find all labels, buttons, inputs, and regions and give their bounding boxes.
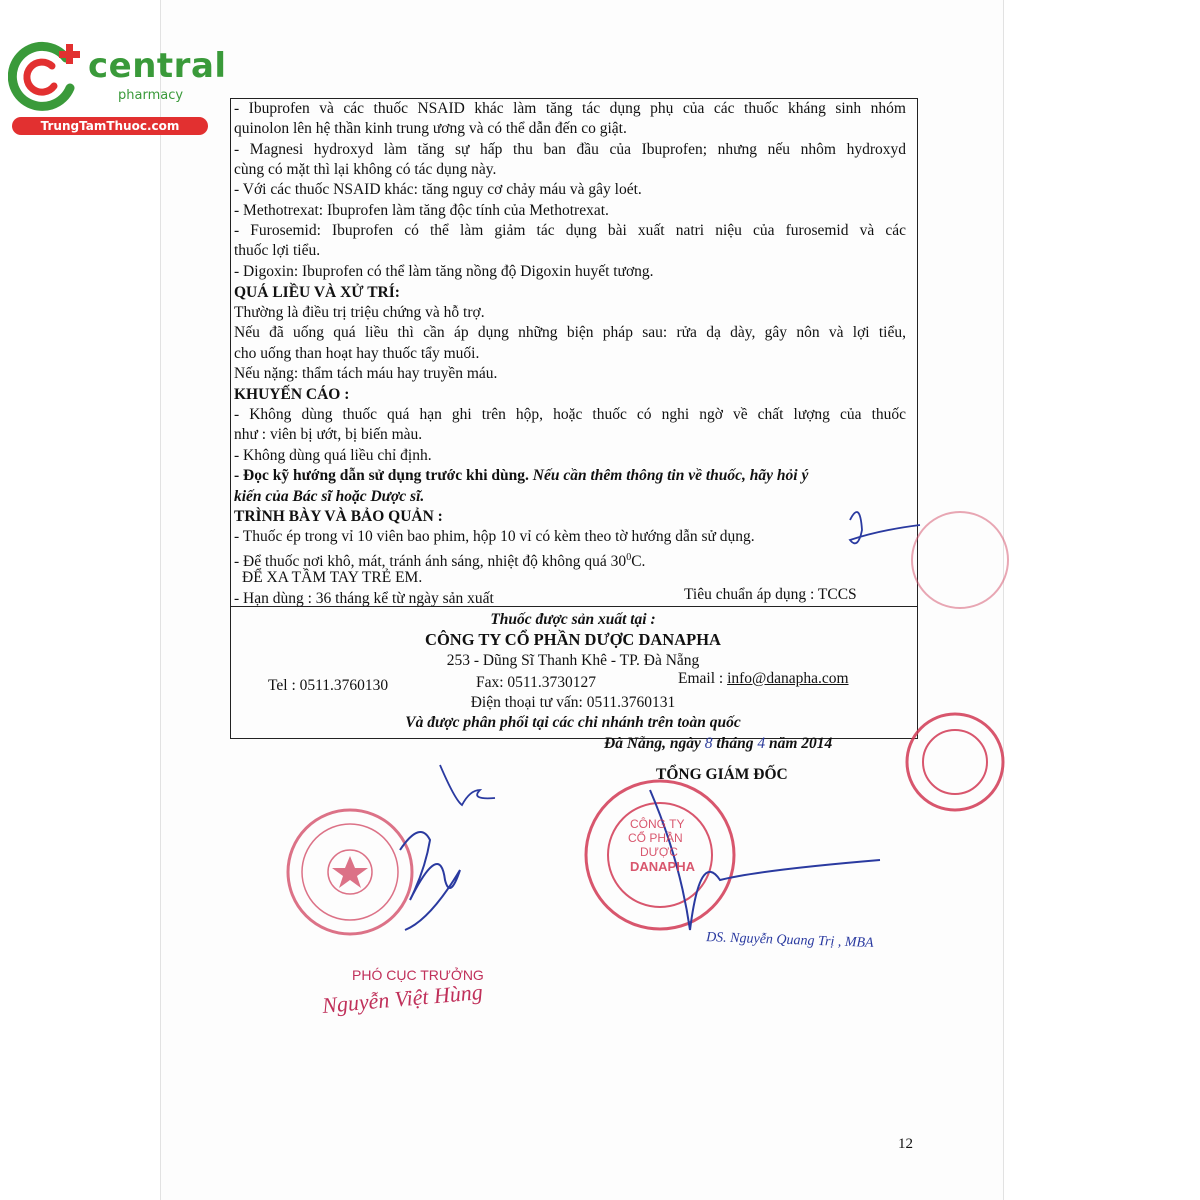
stamp-company-2: CỔ PHẦN bbox=[628, 831, 683, 845]
date-post: năm 2014 bbox=[765, 735, 833, 752]
warning-line: như : viên bị ướt, bị biến màu. bbox=[234, 426, 423, 443]
interaction-line: - Methotrexat: Ibuprofen làm tăng độc tính của Methotrexat. bbox=[234, 202, 609, 219]
standard-applied: Tiêu chuẩn áp dụng : TCCS bbox=[684, 586, 857, 603]
maker-company: CÔNG TY CỔ PHẦN DƯỢC DANAPHA bbox=[425, 630, 721, 649]
interaction-line: - Với các thuốc NSAID khác: tăng nguy cơ chảy máu và gây loét. bbox=[234, 181, 642, 198]
email-link[interactable]: info@danapha.com bbox=[727, 670, 849, 687]
storage-line: - Thuốc ép trong vỉ 10 viên bao phim, hộp 10 vỉ có kèm theo tờ hướng dẫn sử dụng. bbox=[234, 528, 755, 545]
initial-signature-mid bbox=[440, 765, 495, 805]
warning-italic-line: kiến của Bác sĩ hoặc Dược sĩ. bbox=[234, 488, 425, 505]
initial-signature-top bbox=[850, 512, 920, 543]
maker-distribution: Và được phân phối tại các chi nhánh trên toàn quốc bbox=[405, 714, 741, 731]
maker-fax: Fax: 0511.3730127 bbox=[476, 674, 596, 691]
warning-line: - Không dùng thuốc quá hạn ghi trên hộp, hoặc thuốc có nghi ngờ về chất lượng của thuốc bbox=[234, 406, 906, 423]
maker-address: 253 - Dũng Sĩ Thanh Khê - TP. Đà Nẵng bbox=[446, 652, 700, 669]
maker-intro: Thuốc được sản xuất tại : bbox=[490, 611, 656, 628]
interaction-line: quinolon lên hệ thần kinh trung ương và có thể dẫn đến co giật. bbox=[234, 120, 627, 137]
interaction-line: - Digoxin: Ibuprofen có thể làm tăng nồng độ Digoxin huyết tương. bbox=[234, 263, 654, 280]
stamp-company-3: DƯỢC bbox=[640, 845, 678, 859]
deputy-signature bbox=[400, 832, 460, 930]
overdose-line: Nếu đã uống quá liều thì cần áp dụng những biện pháp sau: rửa dạ dày, gây nôn và lợi tiểu, bbox=[234, 324, 906, 341]
interaction-line: - Ibuprofen và các thuốc NSAID khác làm tăng tác dụng phụ của các thuốc kháng sinh nhóm bbox=[234, 100, 906, 117]
warning-bold-text: - Đọc kỹ hướng dẫn sử dụng trước khi dùng. bbox=[234, 467, 529, 484]
date-mid: tháng bbox=[712, 735, 758, 752]
logo-site: TrungTamThuoc.com bbox=[12, 117, 208, 135]
partial-stamp-right bbox=[907, 714, 1003, 810]
overdose-heading: QUÁ LIỀU VÀ XỬ TRÍ: bbox=[234, 284, 400, 301]
stamp-company-4: DANAPHA bbox=[630, 859, 695, 874]
date-day: 8 bbox=[704, 735, 713, 752]
deputy-name: Nguyễn Việt Hùng bbox=[321, 979, 484, 1018]
overdose-line: Nếu nặng: thẩm tách máu hay truyền máu. bbox=[234, 365, 498, 382]
logo-sub: pharmacy bbox=[118, 88, 184, 103]
interaction-line: cùng có mặt thì lại không có tác dụng này. bbox=[234, 161, 497, 178]
warning-line: - Không dùng quá liều chỉ định. bbox=[234, 447, 432, 464]
maker-tel: Tel : 0511.3760130 bbox=[268, 677, 389, 694]
storage-temp-sup: 0 bbox=[626, 552, 632, 563]
warning-heading: KHUYẾN CÁO : bbox=[234, 386, 350, 403]
date-month: 4 bbox=[757, 735, 766, 752]
stamp-company-1: CÔNG TY bbox=[630, 817, 685, 831]
director-title: TỔNG GIÁM ĐỐC bbox=[656, 766, 788, 783]
partial-stamp-top bbox=[912, 512, 1008, 608]
interaction-line: thuốc lợi tiểu. bbox=[234, 242, 321, 259]
storage-children-warning: ĐỂ XA TẦM TAY TRẺ EM. bbox=[242, 569, 423, 586]
interaction-line: - Furosemid: Ibuprofen có thể làm giảm tác dụng bài xuất natri niệu của furosemid và các bbox=[234, 222, 906, 239]
warning-italic-text: Nếu cần thêm thông tin về thuốc, hãy hỏi ý bbox=[528, 467, 809, 484]
overdose-line: Thường là điều trị triệu chứng và hỗ trợ. bbox=[234, 304, 485, 321]
date-pre: Đà Nẵng, ngày bbox=[604, 735, 705, 752]
overdose-line: cho uống than hoạt hay thuốc tẩy muối. bbox=[234, 345, 480, 362]
storage-heading: TRÌNH BÀY VÀ BẢO QUẢN : bbox=[234, 508, 443, 525]
logo-brand: central bbox=[88, 46, 227, 86]
director-signer-name: DS. Nguyễn Quang Trị , MBA bbox=[705, 930, 874, 951]
shelf-life: - Hạn dùng : 36 tháng kể từ ngày sản xuất bbox=[234, 590, 494, 607]
page-number: 12 bbox=[898, 1136, 913, 1152]
deputy-title: PHÓ CỤC TRƯỞNG bbox=[352, 967, 484, 983]
interaction-line: - Magnesi hydroxyd làm tăng sự hấp thu ban đầu của Ibuprofen; nhưng nếu nhôm hydroxyd bbox=[234, 141, 906, 158]
storage-temp-text: - Để thuốc nơi khô, mát, tránh ánh sáng, nhiệt độ không quá 30 bbox=[234, 553, 627, 571]
storage-temp-unit: C. bbox=[631, 553, 646, 571]
maker-advice-phone: Điện thoại tư vấn: 0511.3760131 bbox=[470, 694, 676, 711]
ministry-stamp bbox=[288, 810, 412, 934]
email-label: Email : bbox=[678, 670, 728, 687]
